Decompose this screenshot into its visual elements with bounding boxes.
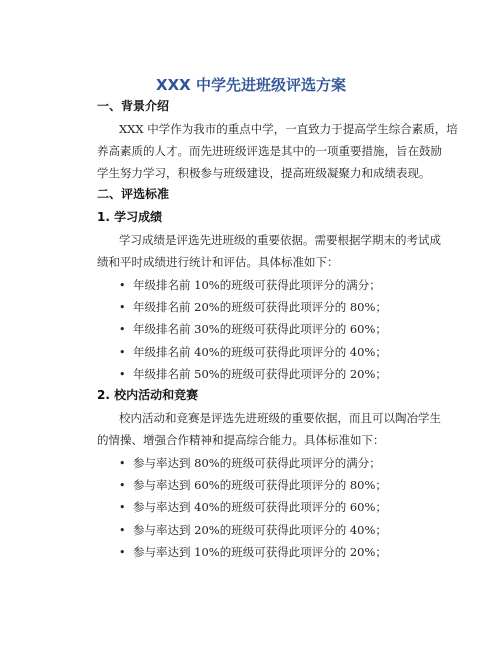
bullet-icon: • bbox=[119, 367, 126, 381]
paragraph-line: 学生努力学习，积极参与班级建设，提高班级凝聚力和成绩表现。 bbox=[97, 166, 431, 180]
grades-criteria-list bbox=[119, 274, 439, 385]
background-paragraph bbox=[97, 118, 458, 184]
bullet-icon: • bbox=[119, 457, 126, 470]
list-item: • 年级排名前 50%的班级可获得此项评分的 20%； bbox=[119, 363, 439, 385]
paragraph-line: 绩和平时成绩进行统计和评估。具体标准如下： bbox=[97, 255, 339, 269]
paragraph-line: 校内活动和竞赛是评选先进班级的重要依据，而且可以陶冶学生 bbox=[119, 411, 441, 425]
list-item: • 年级排名前 10%的班级可获得此项评分的满分； bbox=[119, 274, 439, 296]
subsection-heading-activities: 2. 校内活动和竞赛 bbox=[97, 388, 199, 402]
paragraph-line: XXX 中学作为我市的重点中学，一直致力于提高学生综合素质，培 bbox=[119, 122, 458, 136]
document-title: XXX 中学先进班级评选方案 bbox=[156, 76, 346, 94]
grades-paragraph bbox=[97, 229, 441, 273]
paragraph-line: 学习成绩是评选先进班级的重要依据。需要根据学期末的考试成 bbox=[119, 233, 441, 247]
section-heading-criteria: 二、评选标准 bbox=[97, 187, 170, 201]
list-item: • 年级排名前 30%的班级可获得此项评分的 60%； bbox=[119, 318, 439, 340]
paragraph-line: 养高素质的人才。而先进班级评选是其中的一项重要措施，旨在鼓励 bbox=[97, 144, 442, 158]
bullet-icon: • bbox=[119, 301, 126, 315]
list-item: • 参与率达到 10%的班级可获得此项评分的 20%； bbox=[119, 541, 439, 563]
bullet-icon: • bbox=[119, 279, 126, 292]
bullet-icon: • bbox=[119, 523, 126, 537]
bullet-icon: • bbox=[119, 545, 126, 559]
list-item: • 参与率达到 60%的班级可获得此项评分的 80%； bbox=[119, 474, 439, 496]
section-heading-background: 一、背景介绍 bbox=[97, 99, 170, 113]
list-item: • 参与率达到 80%的班级可获得此项评分的满分； bbox=[119, 452, 439, 474]
list-item: • 年级排名前 40%的班级可获得此项评分的 40%； bbox=[119, 341, 439, 363]
activities-criteria-list bbox=[119, 452, 439, 563]
subsection-heading-grades: 1. 学习成绩 bbox=[97, 210, 163, 224]
bullet-icon: • bbox=[119, 479, 126, 493]
paragraph-line: 的情操、增强合作精神和提高综合能力。具体标准如下： bbox=[97, 433, 385, 447]
list-item: • 参与率达到 20%的班级可获得此项评分的 40%； bbox=[119, 519, 439, 541]
bullet-icon: • bbox=[119, 501, 126, 515]
list-item: • 年级排名前 20%的班级可获得此项评分的 80%； bbox=[119, 296, 439, 318]
bullet-icon: • bbox=[119, 345, 126, 359]
list-item: • 参与率达到 40%的班级可获得此项评分的 60%； bbox=[119, 496, 439, 518]
bullet-icon: • bbox=[119, 323, 126, 337]
activities-paragraph bbox=[97, 407, 441, 451]
